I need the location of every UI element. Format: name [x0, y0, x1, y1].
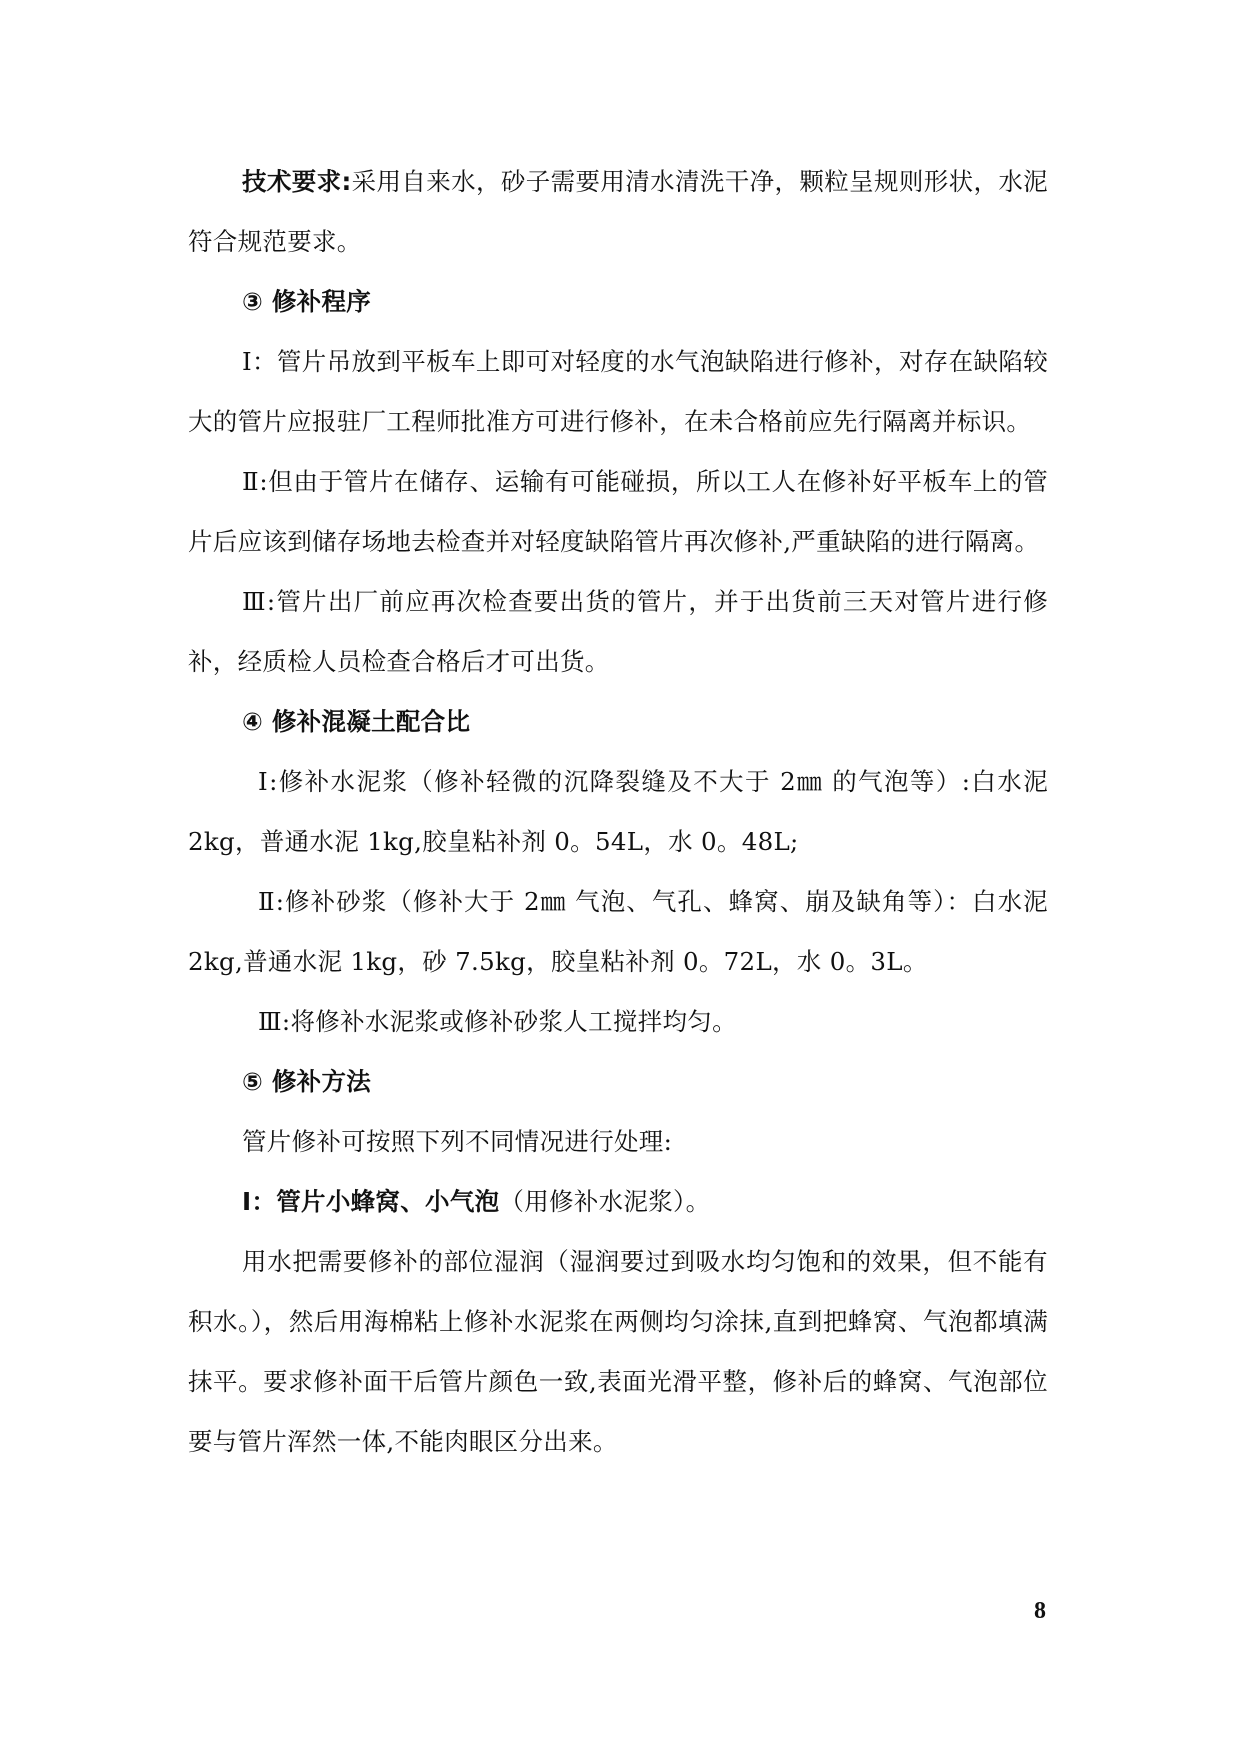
repair-case-1-text: 用水把需要修补的部位湿润（湿润要过到吸水均匀饱和的效果，但不能有积水。），然后用海棉粘上修补水泥浆在两侧均匀涂抹,直到把蜂窝、气泡都填满抹平。要求修补面干后管片颜色一致,表面光滑平整，修补后的蜂窝、气泡部位要与管片浑然一体,不能肉眼区分出来。 [188, 1247, 1048, 1456]
mix-ratio-item-1: Ⅰ:修补水泥浆（修补轻微的沉降裂缝及不大于 2㎜ 的气泡等）:白水泥2kg，普通水泥 1kg,胶皇粘补剂 0。54L，水 0。48L; [188, 767, 1048, 856]
tech-requirements-text: 采用自来水，砂子需要用清水清洗干净，颗粒呈规则形状，水泥符合规范要求。 [188, 167, 1048, 256]
section-heading-mix-ratio: ④ 修补混凝土配合比 [242, 707, 471, 736]
repair-case-1-label: Ⅰ：管片小蜂窝、小气泡 [242, 1187, 500, 1216]
mix-ratio-item-3: Ⅲ:将修补水泥浆或修补砂浆人工搅拌均匀。 [258, 1007, 737, 1036]
page-content [188, 152, 1048, 1472]
section-heading-repair-procedure: ③ 修补程序 [242, 287, 372, 316]
procedure-step-3: Ⅲ:管片出厂前应再次检查要出货的管片，并于出货前三天对管片进行修补，经质检人员检查合格后才可出货。 [188, 587, 1048, 676]
repair-case-1-heading [188, 1172, 1048, 1232]
procedure-step-1: Ⅰ：管片吊放到平板车上即可对轻度的水气泡缺陷进行修补，对存在缺陷较大的管片应报驻厂工程师批准方可进行修补，在未合格前应先行隔离并标识。 [188, 347, 1048, 436]
section-heading-repair-method: ⑤ 修补方法 [242, 1067, 372, 1096]
repair-case-1-note: （用修补水泥浆）。 [499, 1187, 711, 1216]
page-number: 8 [1034, 1598, 1046, 1624]
tech-requirements-label: 技术要求: [242, 167, 352, 196]
procedure-step-2: Ⅱ:但由于管片在储存、运输有可能碰损，所以工人在修补好平板车上的管片后应该到储存场地去检查并对轻度缺陷管片再次修补,严重缺陷的进行隔离。 [188, 467, 1048, 556]
repair-method-intro: 管片修补可按照下列不同情况进行处理: [242, 1127, 673, 1156]
mix-ratio-item-2: Ⅱ:修补砂浆（修补大于 2㎜ 气泡、气孔、蜂窝、崩及缺角等）：白水泥 2kg,普通水泥 1kg，砂 7.5kg，胶皇粘补剂 0。72L，水 0。3L。 [188, 887, 1048, 976]
tech-requirements-paragraph [188, 152, 1048, 272]
